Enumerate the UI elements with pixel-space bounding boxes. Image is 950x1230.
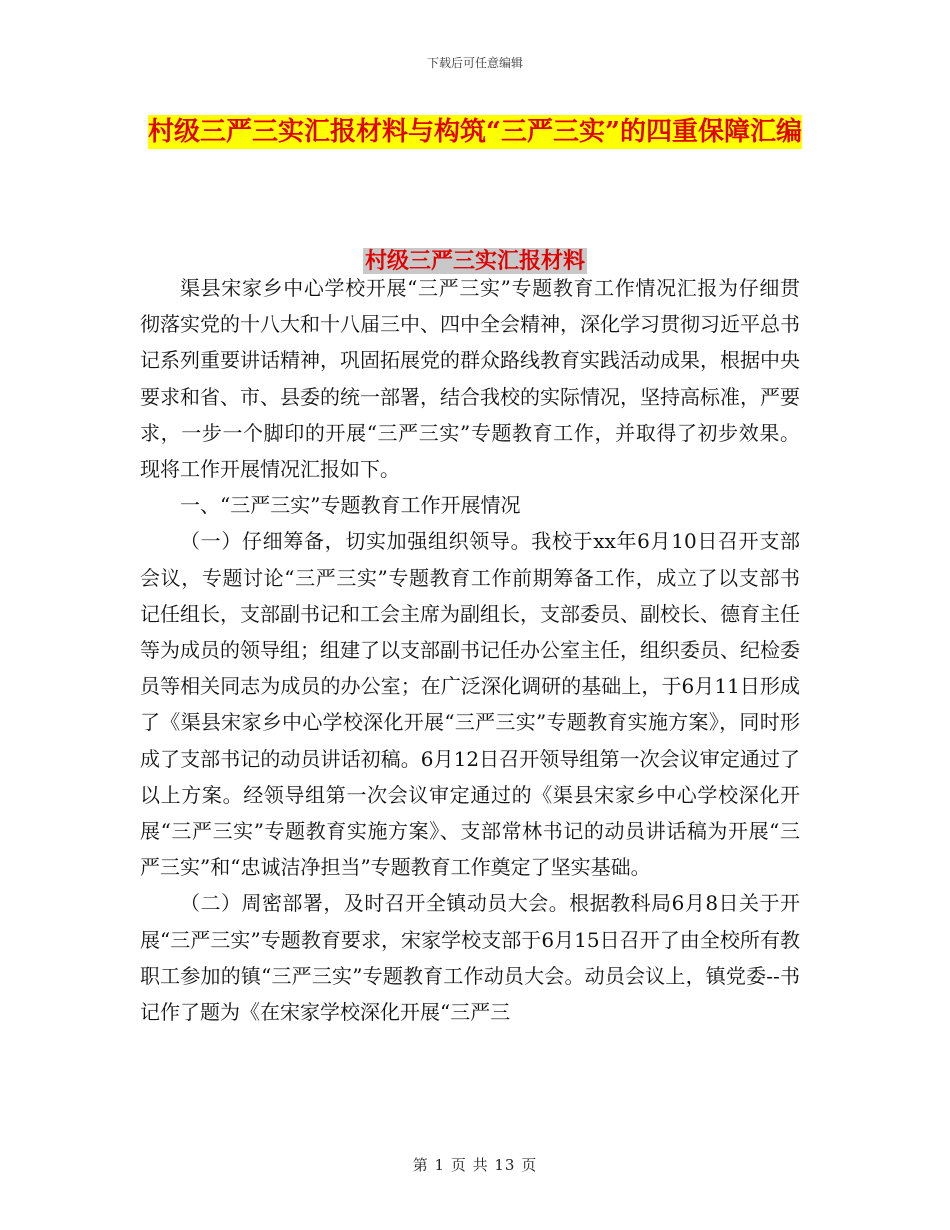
paragraph-item-one: （一）仔细筹备，切实加强组织领导。我校于xx年6月10日召开支部会议，专题讨论“三严三实”专题教育工作前期筹备工作，成立了以支部书记任组长，支部副书记和工会主席为副组长，支部委员、副校长、德育主任等为成员的领导组；组建了以支部副书记任办公室主任，组织委员、纪检委员等相关同志为成员的办公室；在广泛深化调研的基础上，于6月11日形成了《渠县宋家乡中心学校深化开展“三严三实”专题教育实施方案》，同时形成了支部书记的动员讲话初稿。6月12日召开领导组第一次会议审定通过了以上方案。经领导组第一次会议审定通过的《渠县宋家乡中心学校深化开展“三严三实”专题教育实施方案》、支部常林书记的动员讲话稿为开展“三严三实”和“忠诚洁净担当”专题教育工作奠定了坚实基础。 xyxy=(140,529,800,880)
page-number: 第 1 页 共 13 页 xyxy=(412,1156,538,1174)
document-body xyxy=(140,270,800,1030)
header-note: 下载后可任意编辑 xyxy=(426,56,523,70)
paragraph-section-one-heading: 一、“三严三实”专题教育工作开展情况 xyxy=(180,493,521,518)
document-title xyxy=(140,108,810,156)
document-title-text: 村级三严三实汇报材料与构筑“三严三实”的四重保障汇编 xyxy=(148,117,802,147)
paragraph-item-two: （二）周密部署，及时召开全镇动员大会。根据教科局6月8日关于开展“三严三实”专题教育要求，宋家学校支部于6月15日召开了由全校所有教职工参加的镇“三严三实”专题教育工作动员大会。动员会议上，镇党委--书记作了题为《在宋家学校深化开展“三严三 xyxy=(140,891,800,1025)
section-heading-text: 村级三严三实汇报材料 xyxy=(364,248,585,274)
paragraph-intro: 渠县宋家乡中心学校开展“三严三实”专题教育工作情况汇报为仔细贯彻落实党的十八大和十八届三中、四中全会精神，深化学习贯彻习近平总书记系列重要讲话精神，巩固拓展党的群众路线教育实践活动成果，根据中央要求和省、市、县委的统一部署，结合我校的实际情况，坚持高标准，严要求，一步一个脚印的开展“三严三实”专题教育工作，并取得了初步效果。现将工作开展情况汇报如下。 xyxy=(140,276,800,482)
